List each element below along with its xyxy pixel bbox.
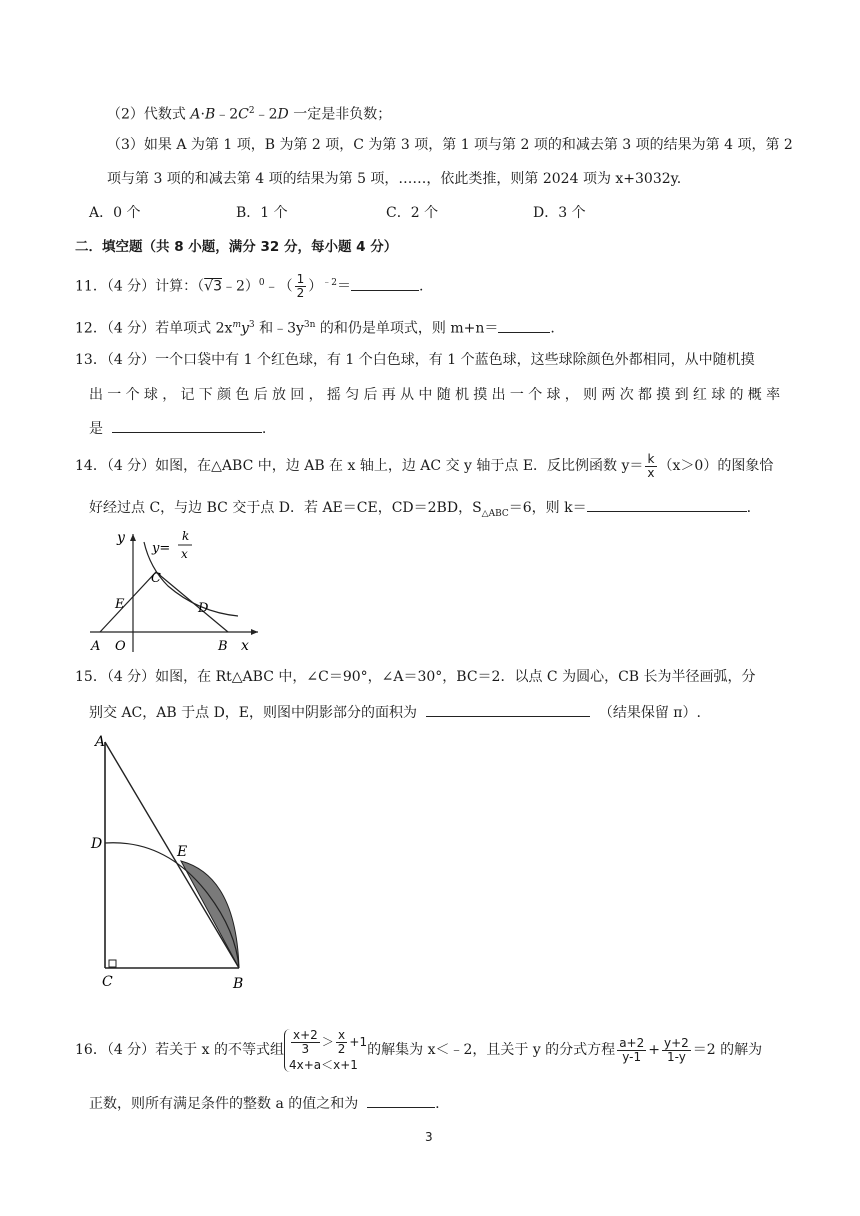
fig-label-e: E — [177, 844, 188, 860]
q10-option-c: C．2 个 — [386, 205, 439, 221]
q15-line2: 别交 AC，AB 于点 D，E，则图中阴影部分的面积为 （结果保留 π）. — [89, 702, 701, 723]
inequality-system: $\frac{x+2}{3}$ ＞ $\frac{x}{2}$ +1 4x+a＜x+1 — [284, 1029, 367, 1072]
q14-line1: 14．（4 分）如图，在△ABC 中，边 AB 在 x 轴上，边 AC 交 y 轴于点 E．反比例函数 y＝ $\frac{k}{x}$ （x＞0）的图象恰 — [75, 451, 774, 480]
answer-blank[interactable] — [367, 1093, 435, 1108]
q16-line2: 正数，则所有满足条件的整数 a 的值之和为 . — [89, 1093, 440, 1114]
q14-figure — [88, 528, 268, 656]
q13-line1: 13．（4 分）一个口袋中有 1 个红色球，有 1 个白色球，有 1 个蓝色球，这些球除颜色外都相同，从中随机摸 — [75, 352, 755, 368]
answer-blank[interactable] — [112, 418, 262, 433]
fig-label-a: A — [91, 639, 101, 654]
fig-label-a: A — [95, 734, 106, 750]
fraction-one-half: $\frac{1}{2}$ — [296, 272, 305, 301]
q13-line3: 是 . — [89, 418, 266, 439]
answer-blank[interactable] — [426, 702, 590, 717]
fig-eq-x: x — [181, 547, 188, 561]
q10-option-d: D．3 个 — [533, 205, 586, 221]
q15-line1: 15．（4 分）如图，在 Rt△ABC 中，∠C＝90°，∠A＝30°，BC＝2．以点 C 为圆心，CB 长为半径画弧，分 — [75, 669, 756, 685]
q10-statement-2: （2）代数式 $A\cdot B﹣2C^2﹣2D$ 一定是非负数； — [107, 106, 392, 123]
fig-label-o: O — [115, 639, 126, 654]
q10-option-a: A．0 个 — [89, 205, 141, 221]
fig-eq-k: k — [182, 529, 190, 543]
q12: 12．（4 分）若单项式 $2x^my^3$ 和$﹣3y^{3n}$ 的和仍是单项式，则 m+n＝ . — [75, 315, 555, 339]
section-heading-fill-in: 二．填空题（共 8 小题，满分 32 分，每小题 4 分） — [75, 239, 398, 255]
fraction-a-plus-2: $\frac{a+2}{y-1}$ — [619, 1035, 645, 1064]
q13-line2: 出一个球，记下颜色后放回，摇匀后再从中随机摸出一个球，则两次都摸到红球的概率 — [89, 387, 785, 403]
sqrt-3: √3 — [204, 278, 222, 295]
fraction-k-over-x: $\frac{k}{x}$ — [647, 451, 655, 480]
q10-statement-3-line1: （3）如果 A 为第 1 项，B 为第 2 项，C 为第 3 项，第 1 项与第 2 项的和减去第 3 项的结果为第 4 项，第 2 — [107, 137, 793, 153]
fig-label-c: C — [102, 974, 113, 990]
fig-label-b: B — [233, 976, 244, 992]
answer-blank[interactable] — [351, 276, 419, 291]
fig-label-d: D — [91, 836, 103, 852]
fraction-y-plus-2: $\frac{y+2}{1-y}$ — [663, 1035, 689, 1064]
q11: 11．（4 分）计算：（√3﹣2）$^0$﹣（ $\frac{1}{2}$ ）$^{﹣2}$＝ . — [75, 272, 424, 301]
q15-figure — [88, 726, 268, 998]
fig-label-c: C — [151, 571, 161, 586]
fig-label-x: x — [241, 638, 249, 654]
q16-line1: 16．（4 分）若关于 x 的不等式组 $\frac{x+2}{3}$ ＞ $\frac{x}{2}$ +1 4x+a＜x+1 的解集为 x＜﹣2，且关于 y 的分式方程 $\frac{a+2}{y-1}$ + $\frac{y+2}{1-y}$ ＝2 的解为 — [75, 1027, 763, 1072]
answer-blank[interactable] — [498, 318, 550, 333]
fig-label-b: B — [218, 639, 228, 654]
q10-option-b: B．1 个 — [236, 205, 288, 221]
answer-blank[interactable] — [587, 497, 747, 512]
fig-label-y: y — [117, 530, 125, 546]
page-number: 3 — [425, 1130, 433, 1144]
q14-line2: 好经过点 C，与边 BC 交于点 D．若 AE＝CE，CD＝2BD，$S_{\triangle ABC}=6$，则 k＝ . — [89, 497, 751, 524]
fig-eq-y: y= — [152, 541, 171, 556]
fig-label-e: E — [115, 597, 125, 612]
q10-statement-3-line2: 项与第 3 项的和减去第 4 项的结果为第 5 项，……，依此类推，则第 2024 项为 x+3032y. — [107, 171, 682, 187]
fig-label-d: D — [198, 601, 209, 616]
